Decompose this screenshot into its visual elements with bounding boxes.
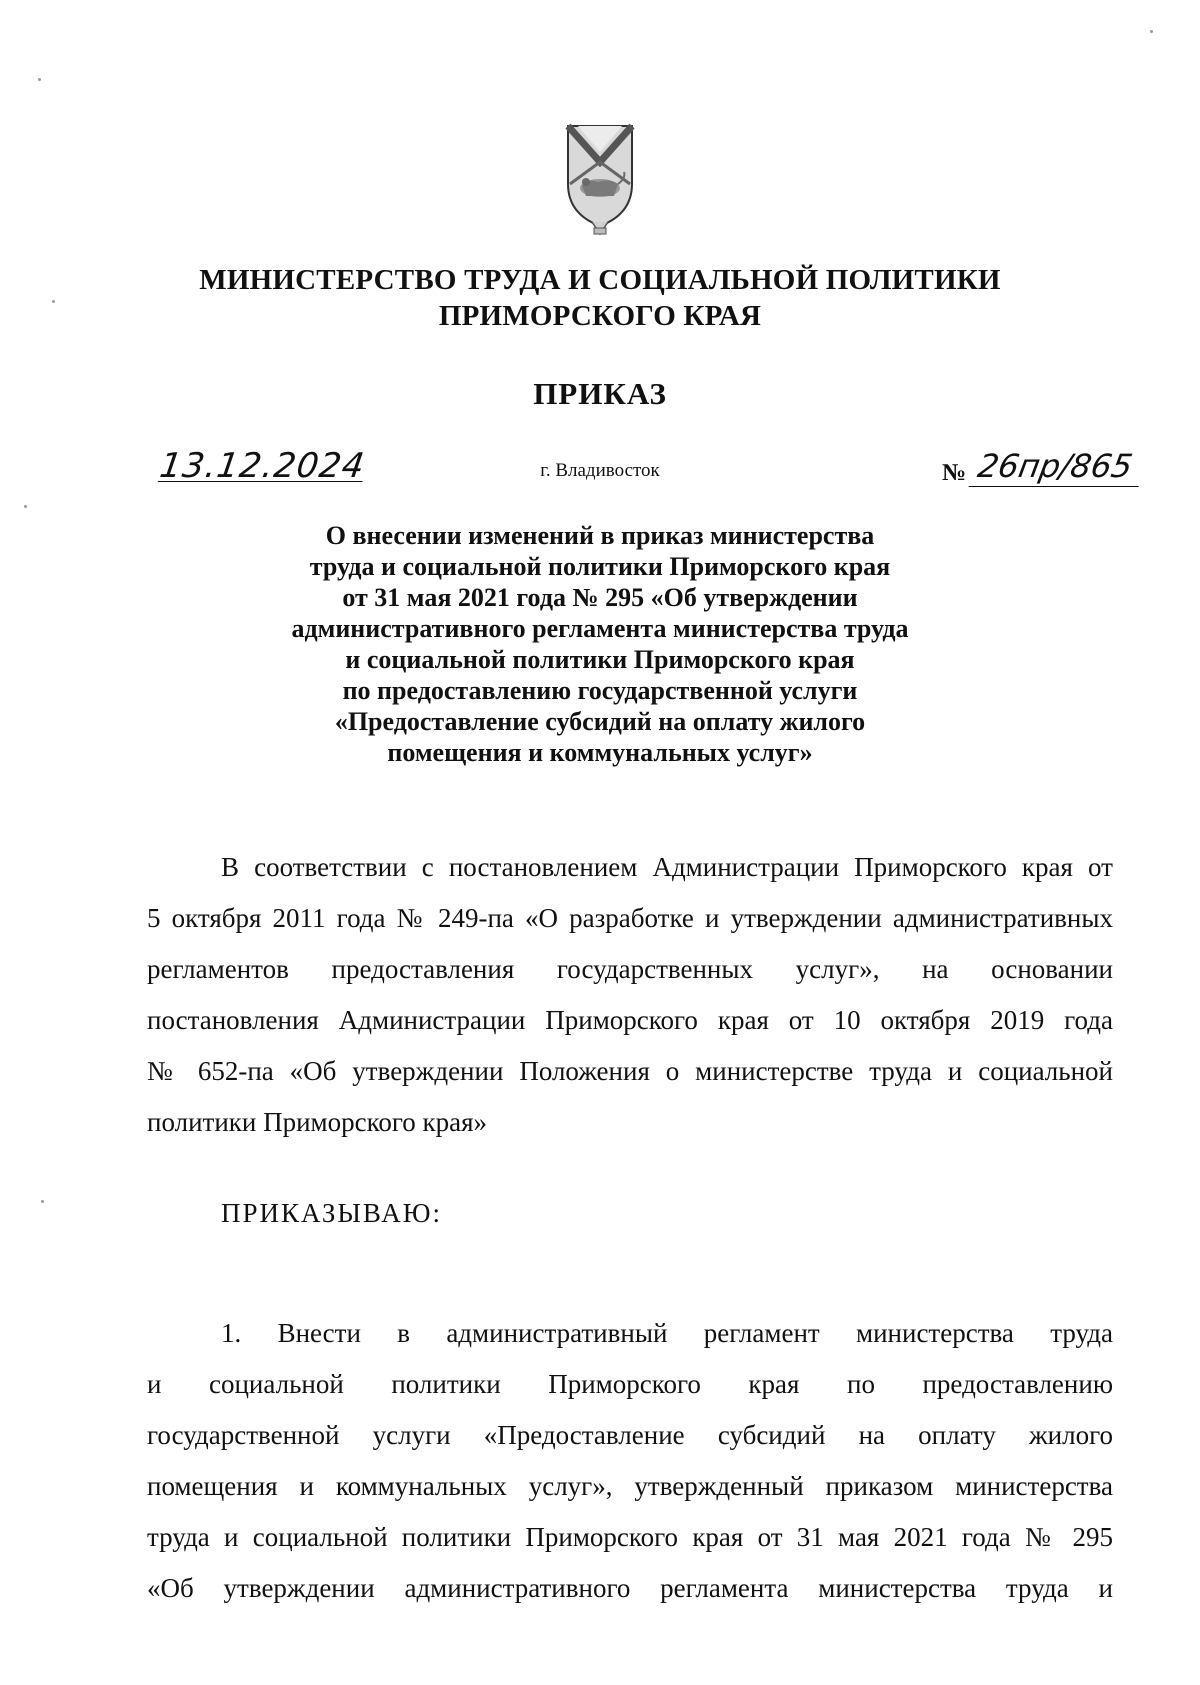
document-heading (0, 520, 1200, 768)
heading-line: «Предоставление субсидий на оплату жилого (334, 707, 866, 736)
scan-speck (1150, 30, 1153, 33)
ministry-name-line-1: МИНИСТЕРСТВО ТРУДА И СОЦИАЛЬНОЙ ПОЛИТИКИ (199, 264, 1001, 296)
order-directive: ПРИКАЗЫВАЮ: (221, 1198, 442, 1228)
heading-line: О внесении изменений в приказ министерства (325, 521, 875, 550)
handwritten-date: 13.12.2024 (157, 446, 368, 486)
item-1-line: и социальной политики Приморского края по предоставлению (147, 1369, 1113, 1399)
preamble-line: постановления Администрации Приморского края от 10 октября 2019 года (147, 1005, 1113, 1035)
city-label: г. Владивосток (540, 460, 660, 481)
heading-line: труда и социальной политики Приморского края (309, 552, 891, 581)
item-1-line: 1. Внести в административный регламент министерства труда (221, 1318, 1113, 1348)
ministry-name-line-2: ПРИМОРСКОГО КРАЯ (438, 300, 762, 332)
item-1-line: государственной услуги «Предоставление субсидий на оплату жилого (147, 1420, 1113, 1450)
preamble-line: политики Приморского края» (147, 1107, 488, 1137)
coat-of-arms-emblem (564, 122, 636, 242)
preamble-line: В соответствии с постановлением Администрации Приморского края от (221, 852, 1113, 882)
heading-line: от 31 мая 2021 года № 295 «Об утверждении (342, 583, 858, 612)
scan-speck (41, 1200, 44, 1203)
item-1-line: труда и социальной политики Приморского края от 31 мая 2021 года № 295 (147, 1522, 1113, 1552)
preamble-line: регламентов предоставления государственных услуг», на основании (147, 954, 1113, 984)
document-number (942, 448, 1142, 487)
handwritten-number: 26пр/865 (969, 448, 1146, 487)
heading-line: административного регламента министерства труда (291, 614, 909, 643)
preamble-line: № 652-па «Об утверждении Положения о министерстве труда и социальной (147, 1056, 1113, 1086)
ministry-name (0, 262, 1200, 334)
heading-line: помещения и коммунальных услуг» (387, 738, 813, 767)
scan-speck (52, 300, 55, 303)
scan-speck (24, 505, 27, 508)
scan-speck (38, 78, 41, 81)
item-1-paragraph (147, 1308, 1113, 1614)
heading-line: по предоставлению государственной услуги (342, 676, 858, 705)
preamble-paragraph (147, 842, 1113, 1148)
item-1-line: «Об утверждении административного регламента министерства труда и (147, 1573, 1113, 1603)
document-type: ПРИКАЗ (533, 376, 667, 411)
number-sign: № (942, 460, 967, 486)
preamble-line: 5 октября 2011 года № 249-па «О разработке и утверждении административных (147, 903, 1113, 933)
heading-line: и социальной политики Приморского края (345, 645, 855, 674)
item-1-line: помещения и коммунальных услуг», утвержденный приказом министерства (147, 1471, 1113, 1501)
